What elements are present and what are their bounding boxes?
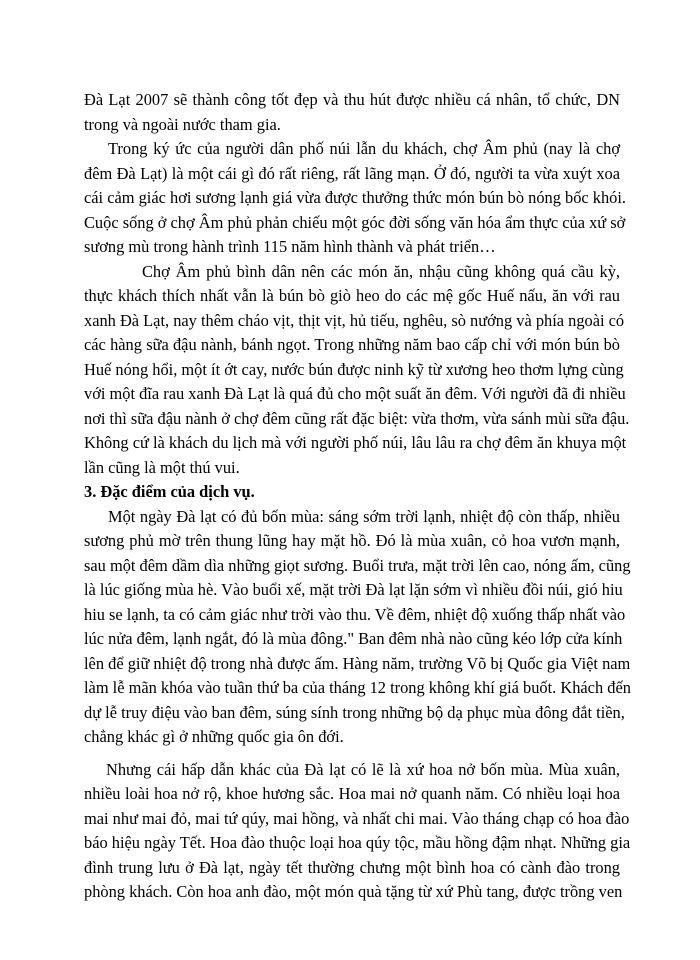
text-line: cái cảm giác hơi sương lạnh giá vừa được thưởng thức món bún bò nóng bốc khói. [84,188,627,207]
section-heading: 3. Đặc điểm của dịch vụ. [84,482,255,501]
text-line: sau một đêm dầm dìa những giọt sương. Buổi trưa, mặt trời lên cao, nóng ấm, cũng [84,555,631,575]
text-line: trong và ngoài nước tham gia. [84,114,281,134]
text-line: với một đĩa rau xanh Đà Lạt là quá đủ cho một suất ăn đêm. Với người đã đi nhiều [84,384,626,403]
text-line: xanh Đà Lạt, nay thêm cháo vịt, thịt vịt, hủ tiếu, nghêu, sò nướng và phía ngoài có [84,310,625,330]
text-line: Không cứ là khách du lịch mà với người phố núi, lâu lâu ra chợ đêm ăn khuya một [84,433,627,452]
text-line: lần cũng là một thú vui. [84,457,240,477]
text-line: sương mù trong hành trình 115 năm hình thành và phát triển… [84,237,496,256]
text-line: phòng khách. Còn hoa anh đào, một món quà tặng từ xứ Phù tang, được trồng ven [84,882,623,901]
text-line: nơi thì sữa đậu nành ở chợ đêm cũng rất đặc biệt: vừa thơm, vừa sánh mùi sữa đậu. [84,408,630,428]
text-line: sương phủ mờ trên thung lũng hay mặt hồ. Đó là mùa xuân, cỏ hoa vươn mạnh, [84,531,620,550]
text-line: lên để giữ nhiệt độ trong nhà được ấm. Hàng năm, trường Võ bị Quốc gia Việt nam [84,653,631,673]
text-line: Cuộc sống ở chợ Âm phủ phản chiếu một góc đời sống văn hóa ẩm thực của xứ sở [84,212,626,232]
text-line: Nhưng cái hấp dẫn khác của Đà lạt có lẽ là xứ hoa nở bốn mùa. Mùa xuân, [106,759,620,779]
text-line: là lúc giống mùa hè. Vào buổi xế, mặt trời Đà lạt lặn sớm vì nhiều đồi núi, gió hiu [84,580,623,599]
text-line: báo hiệu ngày Tết. Hoa đào thuộc loại hoa qúy tộc, mầu hồng đậm nhạt. Những gia [84,833,631,852]
paragraph-1 [84,88,620,137]
text-line: nhiều loài hoa nở rộ, khoe hương sắc. Hoa mai nở quanh năm. Có nhiều loại hoa [84,784,620,803]
paragraph-4 [84,505,631,750]
paragraph-5 [84,758,631,905]
text-line: làm lễ mãn khóa vào tuần thứ ba của tháng 12 trong không khí giá buốt. Khách đến [84,678,631,697]
paragraph-3 [84,260,630,481]
paragraph-2 [84,137,627,260]
text-line: lúc nửa đêm, lạnh ngắt, đó là mùa đông." Ban đêm nhà nào cũng kéo lớp cửa kính [84,629,623,648]
text-line: thực khách thích nhất vẫn là bún bò giò heo do các mệ gốc Huế nấu, ăn với rau [84,286,620,305]
text-line: Đà Lạt 2007 sẽ thành công tốt đẹp và thu hút được nhiều cá nhân, tổ chức, DN [84,90,620,109]
text-line: chẳng khác gì ở những quốc gia ôn đới. [84,727,344,746]
text-line: Chợ Âm phủ bình dân nên các món ăn, nhậu cũng không quá cầu kỳ, [142,261,620,281]
text-line: Trong ký ức của người dân phố núi lẫn du khách, chợ Âm phủ (nay là chợ [108,139,620,158]
text-line: đình trung lưu ở Đà lạt, ngày tết thường chưng một bình hoa có cành đào trong [84,857,620,877]
text-line: đêm Đà Lạt) là một cái gì đó rất riêng, rất lãng mạn. Ở đó, người ta vừa xuýt xoa [84,163,620,183]
document-page [84,88,631,905]
text-line: mai như mai đỏ, mai tứ qúy, mai hồng, và nhất chi mai. Vào tháng chạp có hoa đào [84,808,630,828]
text-line: dự lễ truy điệu vào ban đêm, súng sính trong những bộ dạ phục mùa đông đắt tiền, [84,702,625,722]
text-line: Huế nóng hổi, một ít ớt cay, nước bún được ninh kỹ từ xương heo thơm lựng cùng [84,359,624,379]
text-line: hiu se lạnh, ta có cảm giác như trời vào thu. Về đêm, nhiệt độ xuống thấp nhất vào [84,604,626,624]
text-line: các hàng sữa đậu nành, bánh ngọt. Trong những năm bao cấp chỉ với món bún bò [84,335,620,354]
text-line: Một ngày Đà lạt có đủ bốn mùa: sáng sớm trời lạnh, nhiệt độ còn thấp, nhiều [108,506,620,526]
